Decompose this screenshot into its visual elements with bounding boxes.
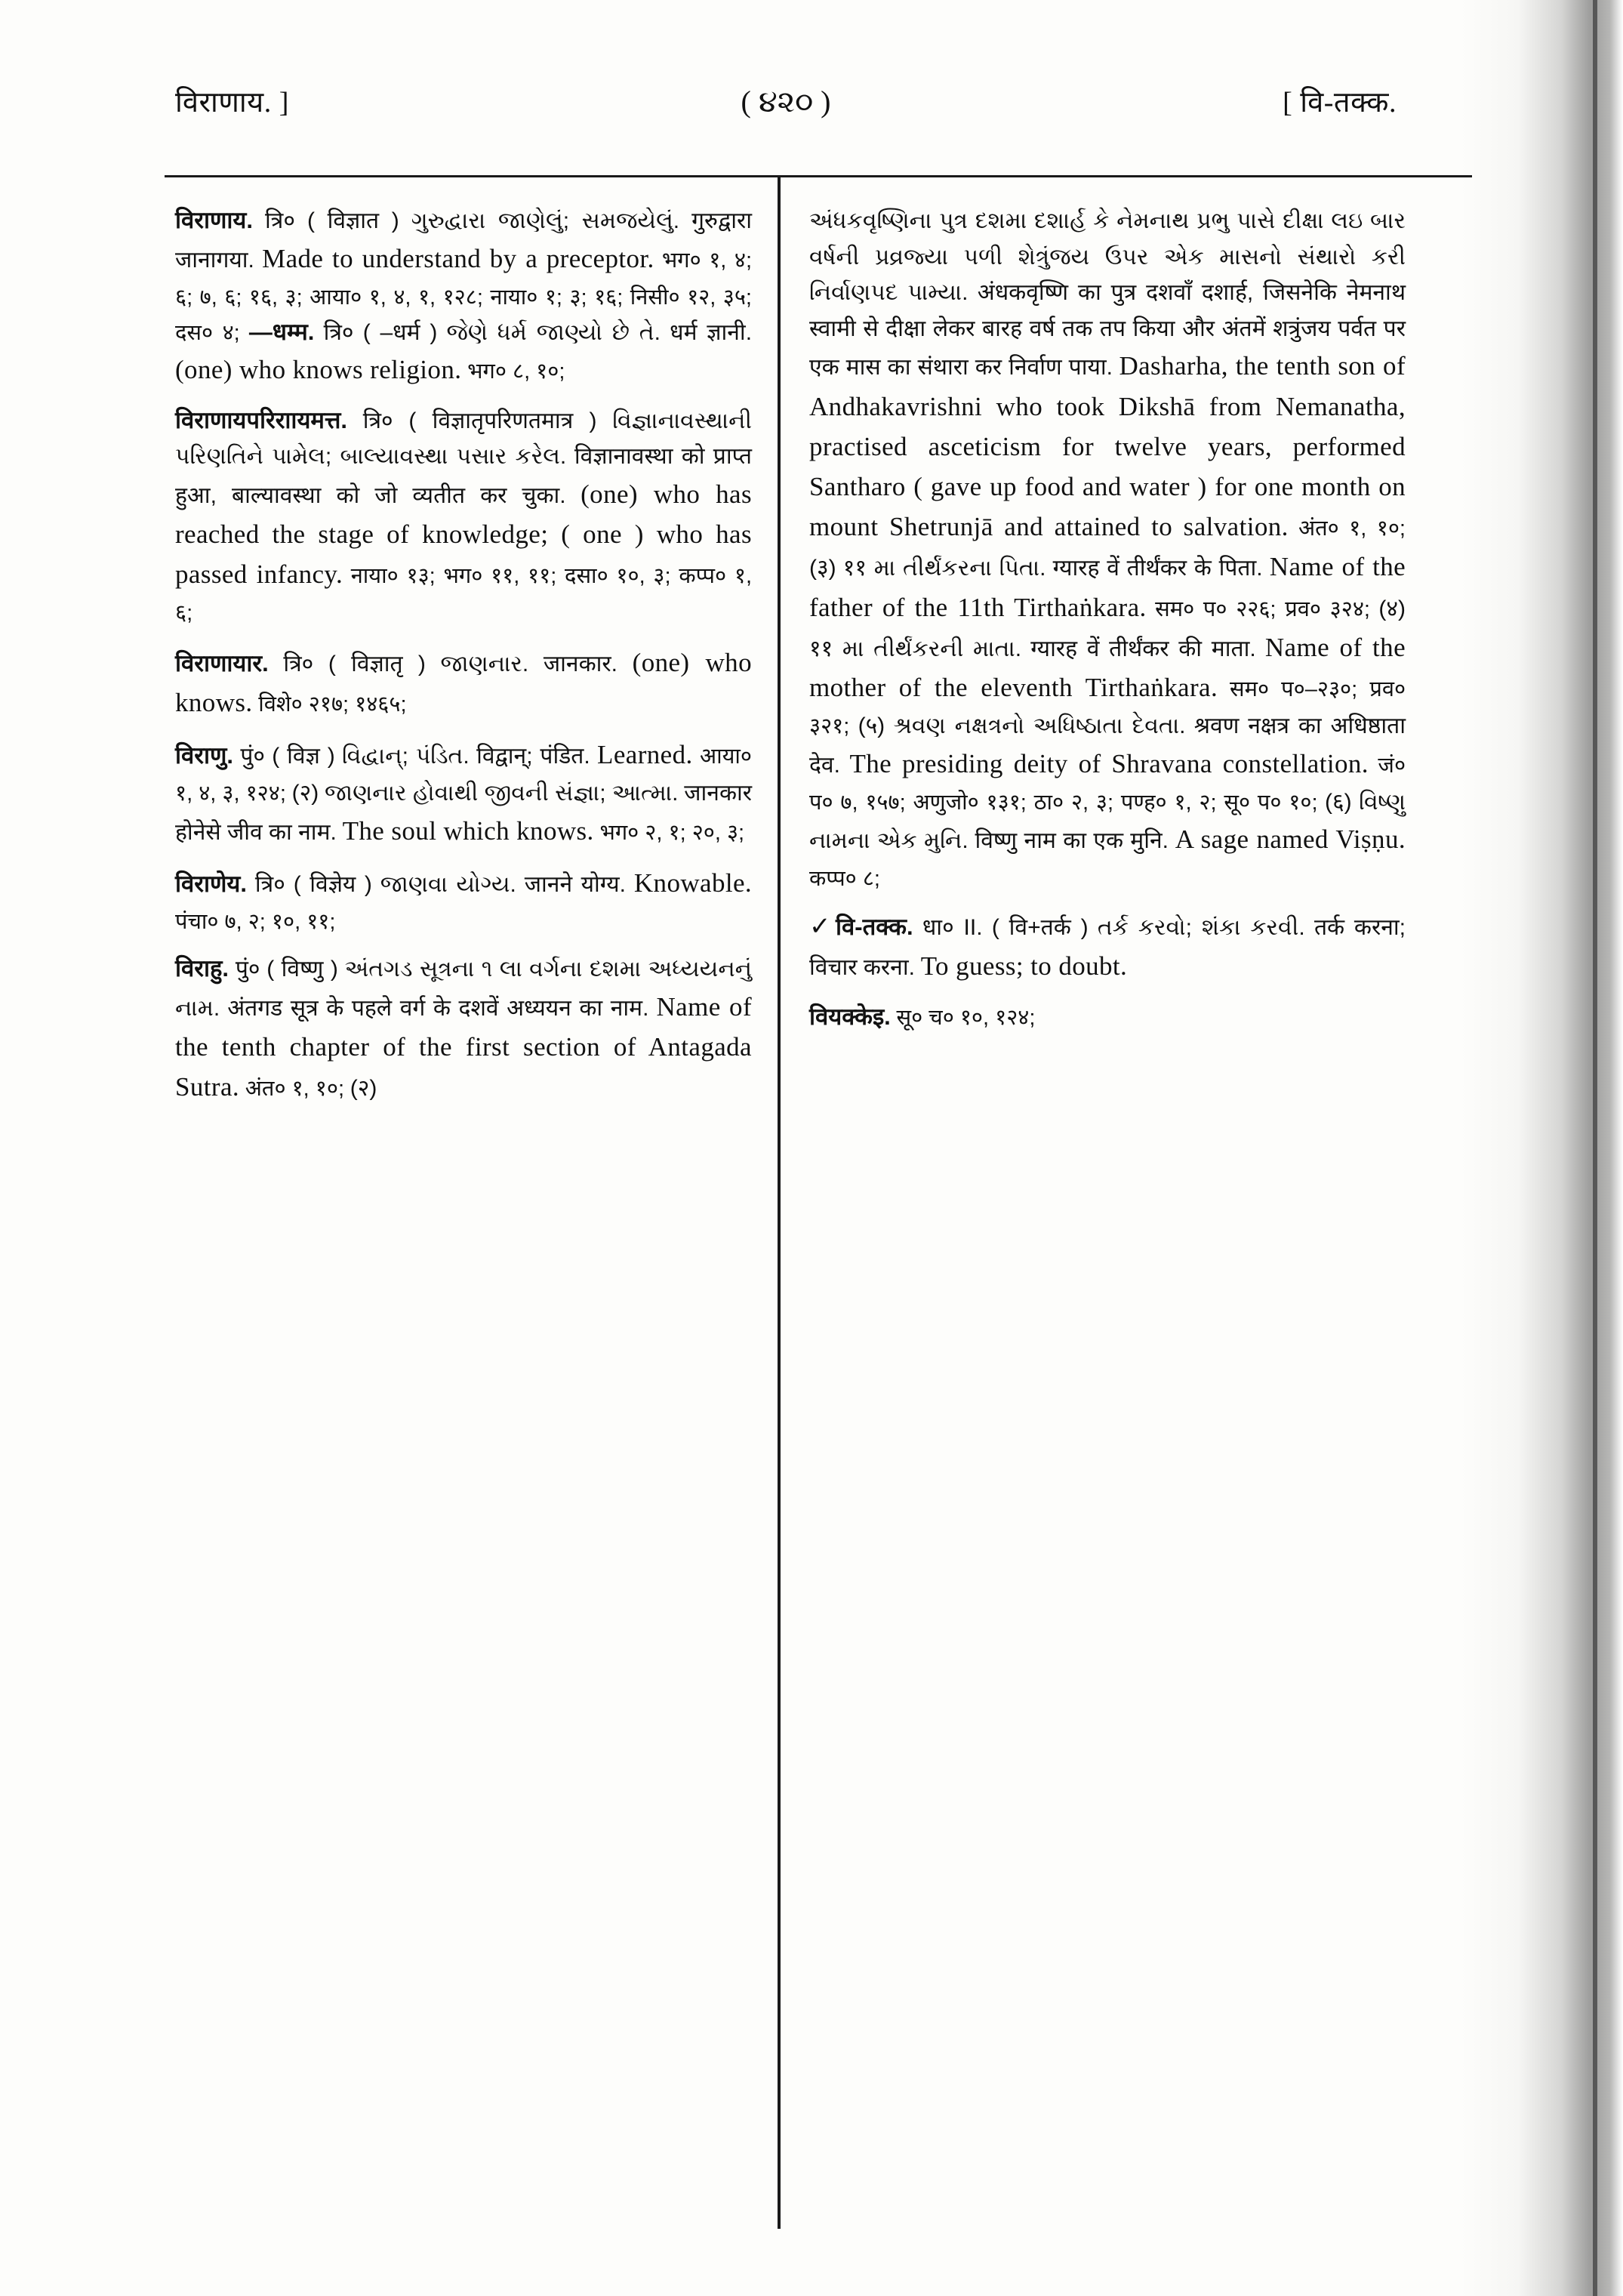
entry-hindi-gloss: जानकार. <box>543 651 618 676</box>
sense-gujarati-gloss: ११ મા તીર્થંકરની માતા. <box>809 636 1022 661</box>
entry-gujarati-gloss: જાણનાર. <box>440 651 529 676</box>
entry-english-gloss: Learned. <box>597 739 693 769</box>
sub-entry-english-gloss: (one) who knows religion. <box>175 355 462 385</box>
entry-hindi-gloss: विद्वान्; पंडित. <box>476 743 590 769</box>
dictionary-body <box>175 202 1472 2241</box>
sense-gujarati-gloss: જાણનાર હોવાથી જીવની સંજ્ઞા; આત્મા. <box>325 781 679 806</box>
entry-english-gloss: (one) who knows. <box>175 647 752 717</box>
continuation-references: अंत० १, १०; <box>1298 516 1406 541</box>
header-rule <box>165 175 1472 177</box>
sub-entry-headword: —धम्म. <box>248 318 315 345</box>
entry-headword: विराणाय. <box>175 207 254 233</box>
entry-sanskrit-gloss: ( विज्ञातृपरिणतमात्र ) <box>408 408 597 433</box>
sense-english-gloss: The presiding deity of Shravana constellation. <box>849 748 1369 778</box>
entry-headword: वि-तक्क. <box>836 913 913 940</box>
header-left-catchword: विराणाय. ] <box>175 87 289 119</box>
sense-gujarati-gloss: ११ મા તીર્થંકરના પિતા. <box>842 556 1046 581</box>
entry-hindi-gloss: गुरुद्वारा जानागया. <box>175 208 753 273</box>
dictionary-entry <box>175 735 752 851</box>
entry-part-of-speech: पुं० <box>235 957 260 982</box>
entry-part-of-speech: त्रि० <box>283 651 314 676</box>
right-column <box>809 202 1406 2241</box>
dictionary-entry <box>175 402 752 630</box>
continuation-hindi-gloss: अंधकवृष्णि का पुत्र दशवाँ दशार्ह, जिसनेकि नेमनाथ स्वामी से दीक्षा लेकर बारह वर्ष तक तप किया और अंतमें शत्रुंजय पर्वत पर एक मास का संथारा कर निर्वाण पाया. <box>809 280 1406 381</box>
continuation-gujarati-gloss: અંધકવૃષ્ણિના પુત્ર દશમા દશાર્હ કે નેમનાથ પ્રભુ પાસે દીક્ષા લઇ બાર વર્ષની પ્રવ્રજ્યા પળી શેત્રુંજય ઉપર એક માસનો સંથારો કરી નિર્વાણપદ પામ્યા. <box>809 208 1406 306</box>
sub-entry-part-of-speech: त्रि० <box>323 319 354 345</box>
entry-references: सू० च० १०, १२४; <box>896 1005 1036 1030</box>
sense-hindi-gloss: श्रवण नक्षत्र का अधिष्ठाता देव. <box>809 713 1406 778</box>
entry-headword: विराणु. <box>175 741 233 769</box>
entry-gujarati-gloss: જાણવા યોગ્ય. <box>380 871 516 897</box>
sub-entry-gujarati-gloss: જેણે ધર્મ જાણ્યો છે તે. <box>446 319 661 345</box>
sense-gujarati-gloss: શ્રવણ નક્ષત્રનો અધિષ્ઠાતા દેવતા. <box>893 713 1186 739</box>
entry-part-of-speech: त्रि० <box>254 871 285 897</box>
sense-number: (३) <box>809 556 836 581</box>
entry-hindi-gloss: जानने योग्य. <box>524 871 626 897</box>
entry-references: विशे० २१७; १४६५; <box>258 692 407 717</box>
sense-number: (४) <box>1378 596 1406 621</box>
entry-sanskrit-gloss: ( विज्ञ ) <box>272 743 335 769</box>
entry-gujarati-gloss: અંતગડ સૂત્રના ૧ લા વર્ગના દશમા અધ્યયનનું નામ. <box>175 957 753 1021</box>
sense-english-gloss: A sage named Viṣṇu. <box>1175 824 1406 855</box>
entry-hindi-gloss: तर्क करना; विचार करना. <box>809 914 1406 981</box>
sense-english-gloss: Name of the father of the 11th Tirthaṅkara. <box>809 552 1406 622</box>
scan-edge-shadow <box>1461 0 1623 2296</box>
sense-number: (२) <box>350 1076 377 1102</box>
entry-headword: विराणायपरिराायमत्त. <box>175 406 347 433</box>
sense-hindi-gloss: जानकार होनेसे जीव का नाम. <box>175 781 753 845</box>
entry-sanskrit-gloss: ( विज्ञात ) <box>306 208 399 233</box>
sense-references: कप्प० ८; <box>809 866 880 891</box>
entry-english-gloss: Knowable. <box>633 868 753 898</box>
entry-part-of-speech: धा० II. <box>922 914 983 940</box>
dictionary-entry <box>809 999 1406 1034</box>
header-right-catchword: [ वि-तक्क. <box>1283 87 1397 119</box>
sense-gujarati-gloss: વિષ્ણુ નામના એક મુનિ. <box>809 789 1406 854</box>
entry-gujarati-gloss: વિદ્વાન્; પંડિત. <box>342 743 470 769</box>
sub-entry-sanskrit-gloss: ( –धर्म ) <box>362 319 438 345</box>
entry-part-of-speech: त्रि० <box>265 208 295 233</box>
sense-references: भग० २, १; २०, ३; <box>599 820 745 845</box>
entry-sanskrit-gloss: ( विज्ञातृ ) <box>328 651 426 676</box>
entry-references: अंत० १, १०; <box>245 1077 345 1102</box>
entry-part-of-speech: पुं० <box>240 743 265 769</box>
sense-references: सम० प० २२६; प्रव० ३२४; <box>1155 596 1370 621</box>
entry-sanskrit-gloss: ( वि+तर्क ) <box>991 914 1089 940</box>
entry-english-gloss: (one) who has reached the stage of knowledge; ( one ) who has passed infancy. <box>175 479 753 590</box>
entry-sanskrit-gloss: ( विज्ञेय ) <box>293 871 372 897</box>
entry-references: नाया० १३; भग० ११, ११; दसा० १०, ३; कप्प० १, ६; <box>175 564 753 626</box>
scan-binding-edge <box>1593 0 1597 2296</box>
entry-references: भग० १, ४; ६; ७, ६; १६, ३; आया० १, ४, १, १२८; नाया० १; ३; १६; निसी० १२, ३५; दस० ४; <box>175 248 753 345</box>
dictionary-entry <box>175 643 752 723</box>
entry-english-gloss: Made to understand by a preceptor. <box>262 243 654 273</box>
entry-headword: विराहु. <box>175 955 229 982</box>
continuation-english-gloss: Dasharha, the tenth son of Andhakavrishni who took Dikshā from Nemanatha, practised asceticism for twelve years, performed Santharo ( gave up food and water ) for one month on mount Shetrunjā and attained to salvation. <box>809 351 1406 542</box>
entry-gujarati-gloss: વિજ્ઞાનાવસ્થાની પરિણતિને પામેલ; બાલ્યાવસ્થા પસાર કરેલ. <box>175 408 753 470</box>
dictionary-entry <box>175 951 752 1107</box>
entry-english-gloss: Name of the tenth chapter of the first section of Antagada Sutra. <box>175 991 753 1102</box>
page-number: ( ૪૨૦ ) <box>741 85 831 119</box>
dictionary-entry <box>175 863 752 938</box>
entry-part-of-speech: त्रि० <box>362 408 393 433</box>
entry-english-gloss: To guess; to doubt. <box>920 951 1128 982</box>
entry-sanskrit-gloss: ( विष्णु ) <box>266 957 338 982</box>
entry-headword: विराणायार. <box>175 649 269 676</box>
entry-hindi-gloss: अंतगड सूत्र के पहले वर्ग के दशवें अध्ययन का नाम. <box>227 995 649 1021</box>
entry-headword: विराणेय. <box>175 870 247 897</box>
sense-number: (५) <box>858 713 885 739</box>
sense-english-gloss: Name of the mother of the eleventh Tirthaṅkara. <box>809 632 1406 702</box>
checkmark-icon: ✓ <box>809 912 835 941</box>
sense-number: (६) <box>1325 789 1352 815</box>
entry-references: पंचा० ७, २; १०, ११; <box>175 910 336 935</box>
sense-english-gloss: The soul which knows. <box>342 815 594 846</box>
entry-gujarati-gloss: ગુરુદ્વારા જાણેલું; સમજયેલું. <box>411 208 680 233</box>
sense-hindi-gloss: ग्यारह वें तीर्थंकर के पिता. <box>1052 556 1263 581</box>
sense-hindi-gloss: ग्यारह वें तीर्थंकर की माता. <box>1030 636 1256 661</box>
entry-continuation <box>809 202 1406 895</box>
dictionary-entry <box>809 908 1406 987</box>
entry-headword: वियक्केइ. <box>809 1003 891 1030</box>
page-header <box>175 82 1397 127</box>
entry-gujarati-gloss: તર્ક કરવો; શંકા કરવી. <box>1097 914 1305 940</box>
sub-entry-references: भग० ८, १०; <box>467 359 565 384</box>
sub-entry-hindi-gloss: धर्म ज्ञानी. <box>670 319 753 345</box>
left-column <box>175 202 752 2241</box>
sense-references: सम० प०–२३०; प्रव० ३२१; <box>809 676 1406 739</box>
dictionary-entry <box>175 202 752 390</box>
entry-hindi-gloss: विज्ञानावस्था को प्राप्त हुआ, बाल्यावस्था को जो व्यतीत कर चुका. <box>175 444 752 508</box>
sense-hindi-gloss: विष्णु नाम का एक मुनि. <box>975 828 1169 854</box>
sense-number: (२) <box>291 781 319 806</box>
sense-references: जं० प० ७, १५७; अणुजो० १३१; ठा० २, ३; पण्ह० १, २; सू० प० १०; <box>809 753 1406 815</box>
entry-references: आया० १, ४, ३, १२४; <box>175 744 753 806</box>
